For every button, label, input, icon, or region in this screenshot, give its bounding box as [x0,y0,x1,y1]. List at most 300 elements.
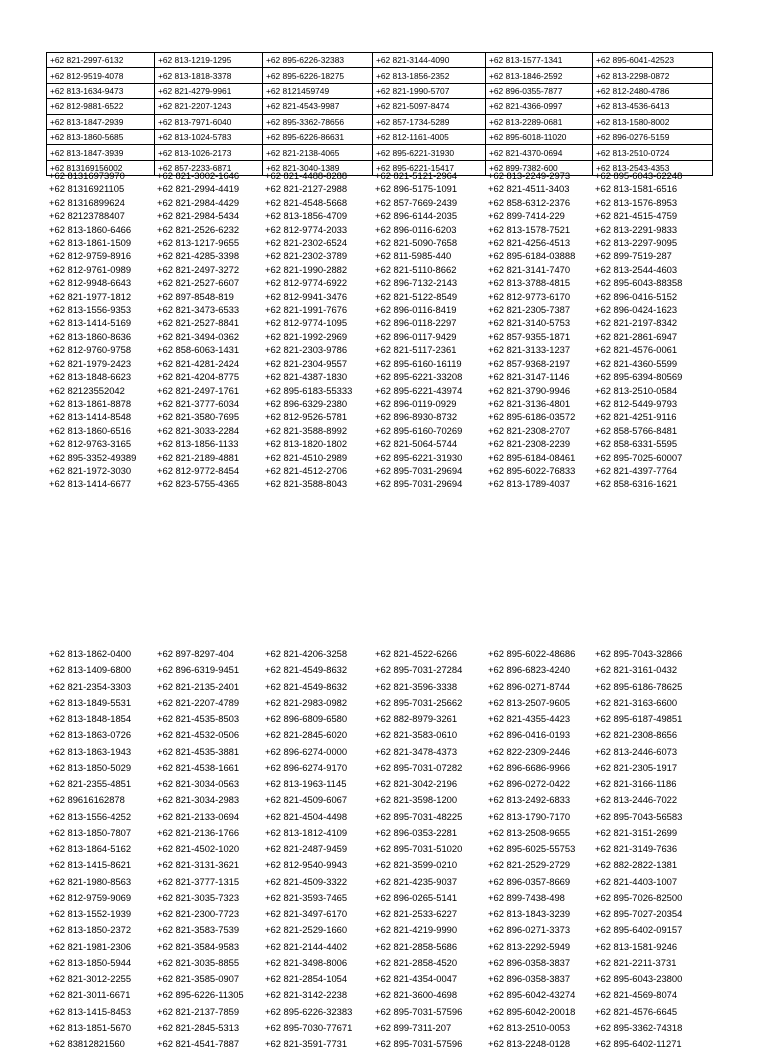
phone-number-cell: +62 896-0353-2281 [375,826,458,838]
phone-number-cell: +62 821-3034-0563 [157,778,240,789]
phone-number-cell: +62 821-2526-6232 [157,223,240,235]
phone-number-cell: +62 81316973970 [49,170,125,181]
phone-number-cell: +62 821-2308-2707 [488,424,571,436]
table-row [47,53,713,68]
phone-number-cell: +62 821-2845-6020 [265,729,348,741]
phone-number-cell: +62 895-7025-60007 [595,451,683,463]
phone-number-cell: +62 896-0271-3373 [488,924,571,936]
phone-number-cell: +62 821-4251-9116 [595,411,677,423]
phone-number-cell: +62 813-1556-9353 [49,304,132,316]
phone-number-cell: +62 821-4355-4423 [488,713,571,724]
phone-number-cell: +62 821-3599-0210 [375,859,458,871]
phone-number-cell: +62 81316921105 [49,183,125,195]
phone-number-cell: +62 813-1581-6516 [595,183,678,195]
phone-number-cell: +62 821-2304-9557 [265,357,348,369]
phone-number-cell: +62 812-9773-6170 [488,290,571,302]
phone-number-cell: +62 895-6226-32383 [265,1005,353,1017]
phone-number-cell: +62 821-2308-8656 [595,729,678,741]
table-row [46,890,712,906]
phone-number-cell: +62 821-2189-4881 [157,451,240,463]
phone-number-cell: +62 821-2137-7859 [157,1005,240,1017]
phone-number-cell: +62 896-0276-5159 [593,129,713,144]
phone-number-cell: +62 895-6221-15417 [373,160,486,175]
phone-number-cell: +62 813-1414-6677 [49,478,132,490]
phone-number-cell: +62 821-2533-6227 [375,908,458,919]
phone-number-cell: +62 896-0116-8419 [375,304,457,316]
phone-number-cell: +62 821-2994-4419 [157,183,240,195]
phone-number-cell: +62 821-3583-7539 [157,924,240,936]
phone-number-cell: +62 813169156002 [47,160,155,175]
phone-number-cell: +62 821-4366-0997 [486,99,593,114]
phone-number-cell: +62 895-6160-16119 [375,357,462,369]
phone-number-cell: +62 813-1414-5169 [49,317,132,329]
table-row [46,424,712,437]
phone-number-cell: +62 813-1860-6466 [49,223,132,235]
phone-number-cell: +62 813-1863-0726 [49,729,132,741]
phone-number-cell: +62 897-8297-404 [157,648,234,659]
phone-number-cell: +62 812-9519-4078 [47,68,155,83]
phone-number-cell: +62 821-2308-2239 [488,438,571,450]
phone-number-cell: +62 895-6221-33208 [375,371,463,383]
phone-number-cell: +62 813-1581-9246 [595,940,678,952]
phone-number-cell: +62 896-6274-0000 [265,745,348,757]
phone-number-cell: +62 821-1977-1812 [49,290,132,302]
phone-number-cell: +62 813-7971-6040 [155,114,263,129]
phone-number-cell: +62 821-3147-1146 [488,371,570,383]
phone-number-cell: +62 821-4281-2424 [157,357,240,369]
phone-number-cell: +62 821-2854-1054 [265,973,348,984]
phone-number-cell: +62 821-2858-5686 [375,940,458,952]
phone-number-cell: +62 821-2138-4065 [263,145,373,160]
phone-number-cell: +62 895-7026-82500 [595,891,683,903]
phone-number-cell: +62 821-2997-6132 [47,53,155,68]
phone-number-cell: +62 813-2292-5949 [488,940,571,952]
phone-number-cell: +62 821-4576-0061 [595,344,678,356]
phone-number-cell: +62 821-4535-8503 [157,713,240,724]
phone-number-cell: +62 82123788407 [49,210,125,222]
phone-number-cell: +62 895-6221-43974 [375,384,463,396]
phone-number-cell: +62 821-2497-3272 [157,263,240,275]
phone-number-cell: +62 821-4541-7887 [157,1038,240,1049]
table-row [46,1004,712,1020]
phone-number-cell: +62 813-1864-5162 [49,843,132,854]
table-row [46,209,712,222]
phone-number-cell: +62 813-2298-0872 [593,68,713,83]
phone-number-cell: +62 813-1850-7807 [49,826,132,838]
table-row [46,464,712,477]
phone-number-cell: +62 821-3161-0432 [595,664,678,676]
phone-number-cell: +62 895-6226-32383 [263,53,373,68]
phone-number-cell: +62 823-5755-4365 [157,478,240,490]
phone-number-cell: +62 821-3585-0907 [157,973,240,984]
table-row [46,922,712,938]
phone-number-cell: +62 895-7031-29694 [375,478,463,490]
phone-number-cell: +62 895-6402-09157 [595,924,683,936]
phone-number-cell: +62 812-2480-4786 [593,83,713,98]
phone-number-cell: +62 821-4206-3258 [265,648,348,659]
phone-number-cell: +62 895-7031-57596 [375,1038,463,1049]
phone-number-cell: +62 821-3042-2196 [375,778,458,789]
phone-number-cell: +62 821-2127-2988 [265,183,348,195]
phone-number-cell: +62 812-9763-3165 [49,438,132,450]
table-row [46,370,712,383]
phone-number-cell: +62 882-8979-3261 [375,713,458,724]
phone-number-cell: +62 821-4204-8775 [157,371,240,383]
phone-number-cell: +62 813-1634-9473 [47,83,155,98]
phone-number-cell: +62 895-3362-78656 [263,114,373,129]
phone-number-cell: +62 896-0424-1623 [595,304,678,316]
table-row [47,68,713,83]
table-row [46,223,712,236]
phone-number-cell: +62 813-4536-6413 [593,99,713,114]
phone-number-cell: +62 821-4256-4513 [488,237,571,249]
phone-number-cell: +62 821-2529-1660 [265,924,348,936]
table-row [46,290,712,303]
phone-number-cell: +62 82123552042 [49,384,125,396]
phone-number-cell: +62 813-1843-3239 [488,908,571,919]
phone-number-cell: +62 813-1860-6516 [49,424,132,436]
phone-number-cell: +62 821-5064-5744 [375,438,458,450]
phone-number-cell: +62 896-6319-9451 [157,664,240,676]
phone-number-cell: +62 821-3584-9583 [157,940,240,952]
phone-number-cell: +62 821-2858-4520 [375,956,458,968]
phone-number-cell: +62 895-7031-51020 [375,843,463,854]
table-row [46,384,712,397]
phone-number-cell: +62 821-2207-1243 [155,99,263,114]
phone-number-cell: +62 821-4549-8632 [265,680,348,692]
phone-number-cell: +62 896-5175-1091 [375,183,458,195]
phone-number-cell: +62 821-4509-3322 [265,875,348,887]
phone-number-cell: +62 821-4397-7764 [595,464,678,476]
phone-number-cell: +62 821-4549-8632 [265,664,348,676]
phone-number-cell: +62 895-7031-25662 [375,696,463,708]
phone-number-cell: +62 821-2133-0694 [157,810,240,822]
table-row [46,249,712,262]
phone-number-cell: +62 821-3598-1200 [375,794,458,806]
phone-number-cell: +62 821-1972-3030 [49,464,132,476]
phone-number-cell: +62 821-1990-5707 [373,83,486,98]
table-row [47,145,713,160]
phone-number-cell: +62 821-1990-2882 [265,263,348,275]
phone-number-cell: +62 811-5985-440 [375,250,452,262]
phone-number-cell: +62 895-7030-77671 [265,1021,353,1033]
phone-number-cell: +62 821-5090-7658 [375,237,458,249]
phone-number-cell: +62 813-1856-4709 [265,210,348,222]
phone-number-cell: +62 813-1556-4252 [49,810,132,822]
phone-number-cell: +62 821-4569-8074 [595,989,678,1001]
table-row [46,662,712,678]
phone-number-cell: +62 821-3142-2238 [265,989,348,1001]
phone-number-cell: +62 895-7031-57596 [375,1005,463,1017]
phone-number-cell: +62 895-6160-70269 [375,424,463,436]
phone-number-cell: +62 896-0358-3837 [488,956,571,968]
phone-number-cell: +62 895-6221-31930 [375,451,463,463]
phone-number-cell: +62 895-7031-07282 [375,761,463,773]
phone-number-cell: +62 821-3591-7731 [265,1038,348,1049]
phone-number-cell: +62 812-9941-3476 [265,290,348,302]
phone-number-cell: +62 895-6226-18275 [263,68,373,83]
table-row [46,437,712,450]
phone-number-cell: +62 813-2291-9833 [595,223,678,235]
table-row [46,987,712,1003]
table-row [46,857,712,873]
phone-number-cell: +62 821-3600-4698 [375,989,458,1001]
phone-number-cell: +62 821-4511-3403 [488,183,570,195]
phone-number-cell: +62 896-6144-2035 [375,210,458,222]
phone-number-cell: +62 813-2543-4353 [593,160,713,175]
phone-number-cell: +62 813-2510-0053 [488,1021,571,1033]
phone-number-cell: +62 813-1863-1943 [49,745,132,757]
phone-number-cell: +62 895-6022-76833 [488,464,576,476]
table-row [46,792,712,808]
phone-number-cell: +62 821-4576-6645 [595,1005,678,1017]
phone-number-cell: +62 821-2136-1766 [157,826,240,838]
phone-number-cell: +62 858-5766-8481 [595,424,678,436]
phone-number-cell: +62 8121459749 [263,83,373,98]
phone-number-cell: +62 899-7382-600 [486,160,593,175]
phone-number-cell: +62 821-5110-8662 [375,263,457,275]
table-row [46,477,712,490]
phone-number-cell: +62 896-6823-4240 [488,664,571,676]
phone-number-cell: +62 821-3034-2983 [157,794,240,806]
table-row [47,99,713,114]
phone-number-cell: +62 821-4522-6266 [375,648,458,659]
phone-number-cell: +62 821-4548-5668 [265,196,348,208]
phone-number-cell: +62 821-2984-5434 [157,210,240,222]
phone-number-cell: +62 821-2354-3303 [49,680,132,692]
phone-number-cell: +62 812-5449-9793 [595,397,678,409]
phone-number-cell: +62 895-6018-11020 [486,129,593,144]
phone-number-cell: +62 89616162878 [49,794,125,806]
phone-number-cell: +62 813-1847-3939 [47,145,155,160]
phone-number-cell: +62 896-6329-2380 [265,397,348,409]
phone-number-cell: +62 813-1217-9655 [157,237,240,249]
phone-number-cell: +62 896-0357-8669 [488,875,571,887]
phone-number-cell: +62 813-1024-5783 [155,129,263,144]
phone-number-cell: +62 813-1818-3378 [155,68,263,83]
phone-number-cell: +62 812-9774-2033 [265,223,348,235]
phone-number-cell: +62 821-1980-8563 [49,875,132,887]
phone-number-cell: +62 821-1979-2423 [49,357,132,369]
phone-number-cell: +62 813-1578-7521 [488,223,571,235]
phone-number-cell: +62 895-7043-56583 [595,810,683,822]
phone-number-cell: +62 896-0416-5152 [595,290,678,302]
phone-number-cell: +62 813-1849-5531 [49,696,132,708]
phone-number-cell: +62 895-6402-11271 [595,1038,682,1049]
phone-number-cell: +62 821-2303-9786 [265,344,348,356]
phone-number-cell: +62 813-1409-6800 [49,664,132,676]
phone-number-cell: +62 813-2544-4603 [595,263,678,275]
phone-number-cell: +62 813-1820-1802 [265,438,348,450]
bordered-phone-table [46,52,713,176]
phone-number-cell: +62 813-1850-5944 [49,956,132,968]
phone-number-cell: +62 812-9760-9758 [49,344,132,356]
phone-number-cell: +62 813-1856-2352 [373,68,486,83]
table-row [47,83,713,98]
phone-number-cell: +62 895-6043-23800 [595,973,683,984]
phone-number-cell: +62 821-4360-5599 [595,357,678,369]
table-row [46,357,712,370]
phone-number-cell: +62 813-2510-0724 [593,145,713,160]
phone-number-cell: +62 821-2529-2729 [488,859,571,871]
phone-number-cell: +62 821-2302-3789 [265,250,348,262]
table-row [46,841,712,857]
phone-number-cell: +62 821-3163-6600 [595,696,678,708]
phone-number-cell: +62 821-2305-7387 [488,304,571,316]
phone-number-cell: +62 821-2845-5313 [157,1021,240,1033]
phone-number-cell: +62 821-1992-2969 [265,330,348,342]
phone-number-cell: +62 821-3035-8855 [157,956,240,968]
phone-number-cell: +62 812-9774-1095 [265,317,348,329]
phone-number-cell: +62 821-3151-2699 [595,826,678,838]
table-row [46,695,712,711]
phone-number-cell: +62 822-2309-2446 [488,745,571,757]
table-row [46,971,712,987]
phone-number-cell: +62 857-9355-1871 [488,330,571,342]
phone-number-cell: +62 821-4219-9990 [375,924,458,936]
phone-number-cell: +62 812-9772-8454 [157,464,240,476]
phone-number-cell: +62 821-3133-1237 [488,344,571,356]
phone-number-cell: +62 812-9540-9943 [265,859,348,871]
phone-number-cell: +62 895-7043-32866 [595,648,683,659]
phone-number-cell: +62 821-1981-2306 [49,940,132,952]
phone-number-cell: +62 896-6686-9966 [488,761,571,773]
phone-number-cell: +62 821-3593-7465 [265,891,348,903]
table-row [46,182,712,195]
phone-number-cell: +62 895-6184-03888 [488,250,576,262]
phone-number-cell: +62 813-1026-2173 [155,145,263,160]
phone-number-cell: +62 813-1789-4037 [488,478,571,490]
table-row [46,196,712,209]
phone-number-cell: +62 813-1415-8453 [49,1005,132,1017]
phone-number-cell: +62 813-2508-9655 [488,826,571,838]
phone-number-cell: +62 821-2144-4402 [265,940,348,952]
phone-number-cell: +62 813-2249-2973 [488,170,571,181]
table-row [47,114,713,129]
phone-number-cell: +62 895-7031-27284 [375,664,463,676]
phone-number-cell: +62 895-6184-08461 [488,451,576,463]
phone-number-cell: +62 896-0265-5141 [375,891,458,903]
phone-number-cell: +62 813-2507-9605 [488,696,571,708]
table-row [46,397,712,410]
phone-number-cell: +62 821-3583-0610 [375,729,458,741]
phone-number-cell: +62 813-2446-7022 [595,794,678,806]
table-row [46,744,712,760]
table-row [46,263,712,276]
phone-number-cell: +62 895-6226-86631 [263,129,373,144]
phone-number-cell: +62 821-4504-4498 [265,810,348,822]
phone-number-cell: +62 896-0355-7877 [486,83,593,98]
table-row [46,711,712,727]
phone-number-cell: +62 821-3790-9946 [488,384,571,396]
phone-number-cell: +62 813-1848-1854 [49,713,132,724]
phone-number-cell: +62 821-4387-1830 [265,371,348,383]
phone-number-cell: +62 813-2248-0128 [488,1038,571,1049]
table-row [46,874,712,890]
phone-number-cell: +62 812-9526-5781 [265,411,348,423]
phone-number-cell: +62 821-4235-9037 [375,875,458,887]
phone-number-cell: +62 813-1850-2372 [49,924,132,936]
phone-number-cell: +62 821-4515-4759 [595,210,678,222]
phone-number-cell: +62 813-1862-0400 [49,648,132,659]
phone-number-cell: +62 821-4543-9987 [263,99,373,114]
phone-number-cell: +62 895-6043-88358 [595,277,683,289]
table-row [46,169,712,182]
phone-number-cell: +62 813-1860-5685 [47,129,155,144]
phone-number-cell: +62 895-6025-55753 [488,843,576,854]
phone-number-cell: +62 821-2527-8841 [157,317,240,329]
table-row [46,825,712,841]
phone-number-cell: +62 857-2233-6871 [155,160,263,175]
phone-number-cell: +62 821-3136-4801 [488,397,571,409]
phone-number-cell: +62 813-1415-8621 [49,859,132,871]
phone-number-cell: +62 895-6186-03572 [488,411,576,423]
phone-number-cell: +62 899-7519-287 [595,250,672,262]
phone-number-cell: +62 821-4285-3398 [157,250,240,262]
table-row [46,276,712,289]
phone-number-cell: +62 812-9759-9069 [49,891,132,903]
phone-number-cell: +62 821-4370-0694 [486,145,593,160]
phone-number-cell: +62 813-1580-8002 [593,114,713,129]
table-row [46,1020,712,1036]
phone-number-cell: +62 813-3788-4815 [488,277,571,289]
phone-number-cell: +62 821-2207-4789 [157,696,240,708]
table-row [46,939,712,955]
phone-number-cell: +62 821-2984-4429 [157,196,240,208]
phone-number-cell: +62 821-5097-8474 [373,99,486,114]
phone-number-cell: +62 812-9759-8916 [49,250,132,262]
phone-number-cell: +62 821-5121-2964 [375,170,458,181]
phone-number-cell: +62 821-2497-1761 [157,384,240,396]
phone-number-cell: +62 821-3140-5753 [488,317,571,329]
phone-number-cell: +62 821-3040-1389 [263,160,373,175]
phone-number-cell: +62 821-3596-3338 [375,680,458,692]
phone-number-cell: +62 821-2983-0982 [265,696,348,708]
phone-number-cell: +62 821-3002-1646 [157,170,240,181]
phone-number-cell: +62 821-2211-3731 [595,956,677,968]
phone-number-cell: +62 821-4488-8288 [265,170,348,181]
phone-number-cell: +62 897-8548-819 [157,290,234,302]
table-row [46,316,712,329]
table-row [46,906,712,922]
phone-number-cell: +62 858-6316-1621 [595,478,678,490]
phone-number-cell: +62 813-1860-8636 [49,330,132,342]
phone-number-cell: +62 813-1790-7170 [488,810,571,822]
phone-number-cell: +62 857-1734-5289 [373,114,486,129]
phone-number-cell: +62 896-0358-3837 [488,973,571,984]
phone-number-cell: +62 895-6221-31930 [373,145,486,160]
phone-number-cell: +62 857-7669-2439 [375,196,458,208]
phone-number-cell: +62 821-2487-9459 [265,843,348,854]
table-row [46,809,712,825]
table-row [46,776,712,792]
phone-number-cell: +62 896-0117-9429 [375,330,457,342]
phone-number-cell: +62 821-5122-8549 [375,290,458,302]
phone-number-cell: +62 821-3588-8992 [265,424,348,436]
phone-number-cell: +62 882-2822-1381 [595,859,678,871]
phone-number-cell: +62 821-3012-2255 [49,973,132,984]
phone-number-cell: +62 821-2861-6947 [595,330,678,342]
phone-number-cell: +62 813-2297-9095 [595,237,678,249]
phone-number-cell: +62 821-3777-6034 [157,397,240,409]
phone-number-cell: +62 813-1847-2939 [47,114,155,129]
phone-number-cell: +62 896-0119-0929 [375,397,457,409]
phone-number-cell: +62 821-2300-7723 [157,908,240,919]
phone-number-cell: +62 896-0116-6203 [375,223,457,235]
phone-list-lower [46,646,712,1052]
phone-number-cell: +62 821-3473-6533 [157,304,240,316]
phone-number-cell: +62 813-1861-8878 [49,397,132,409]
